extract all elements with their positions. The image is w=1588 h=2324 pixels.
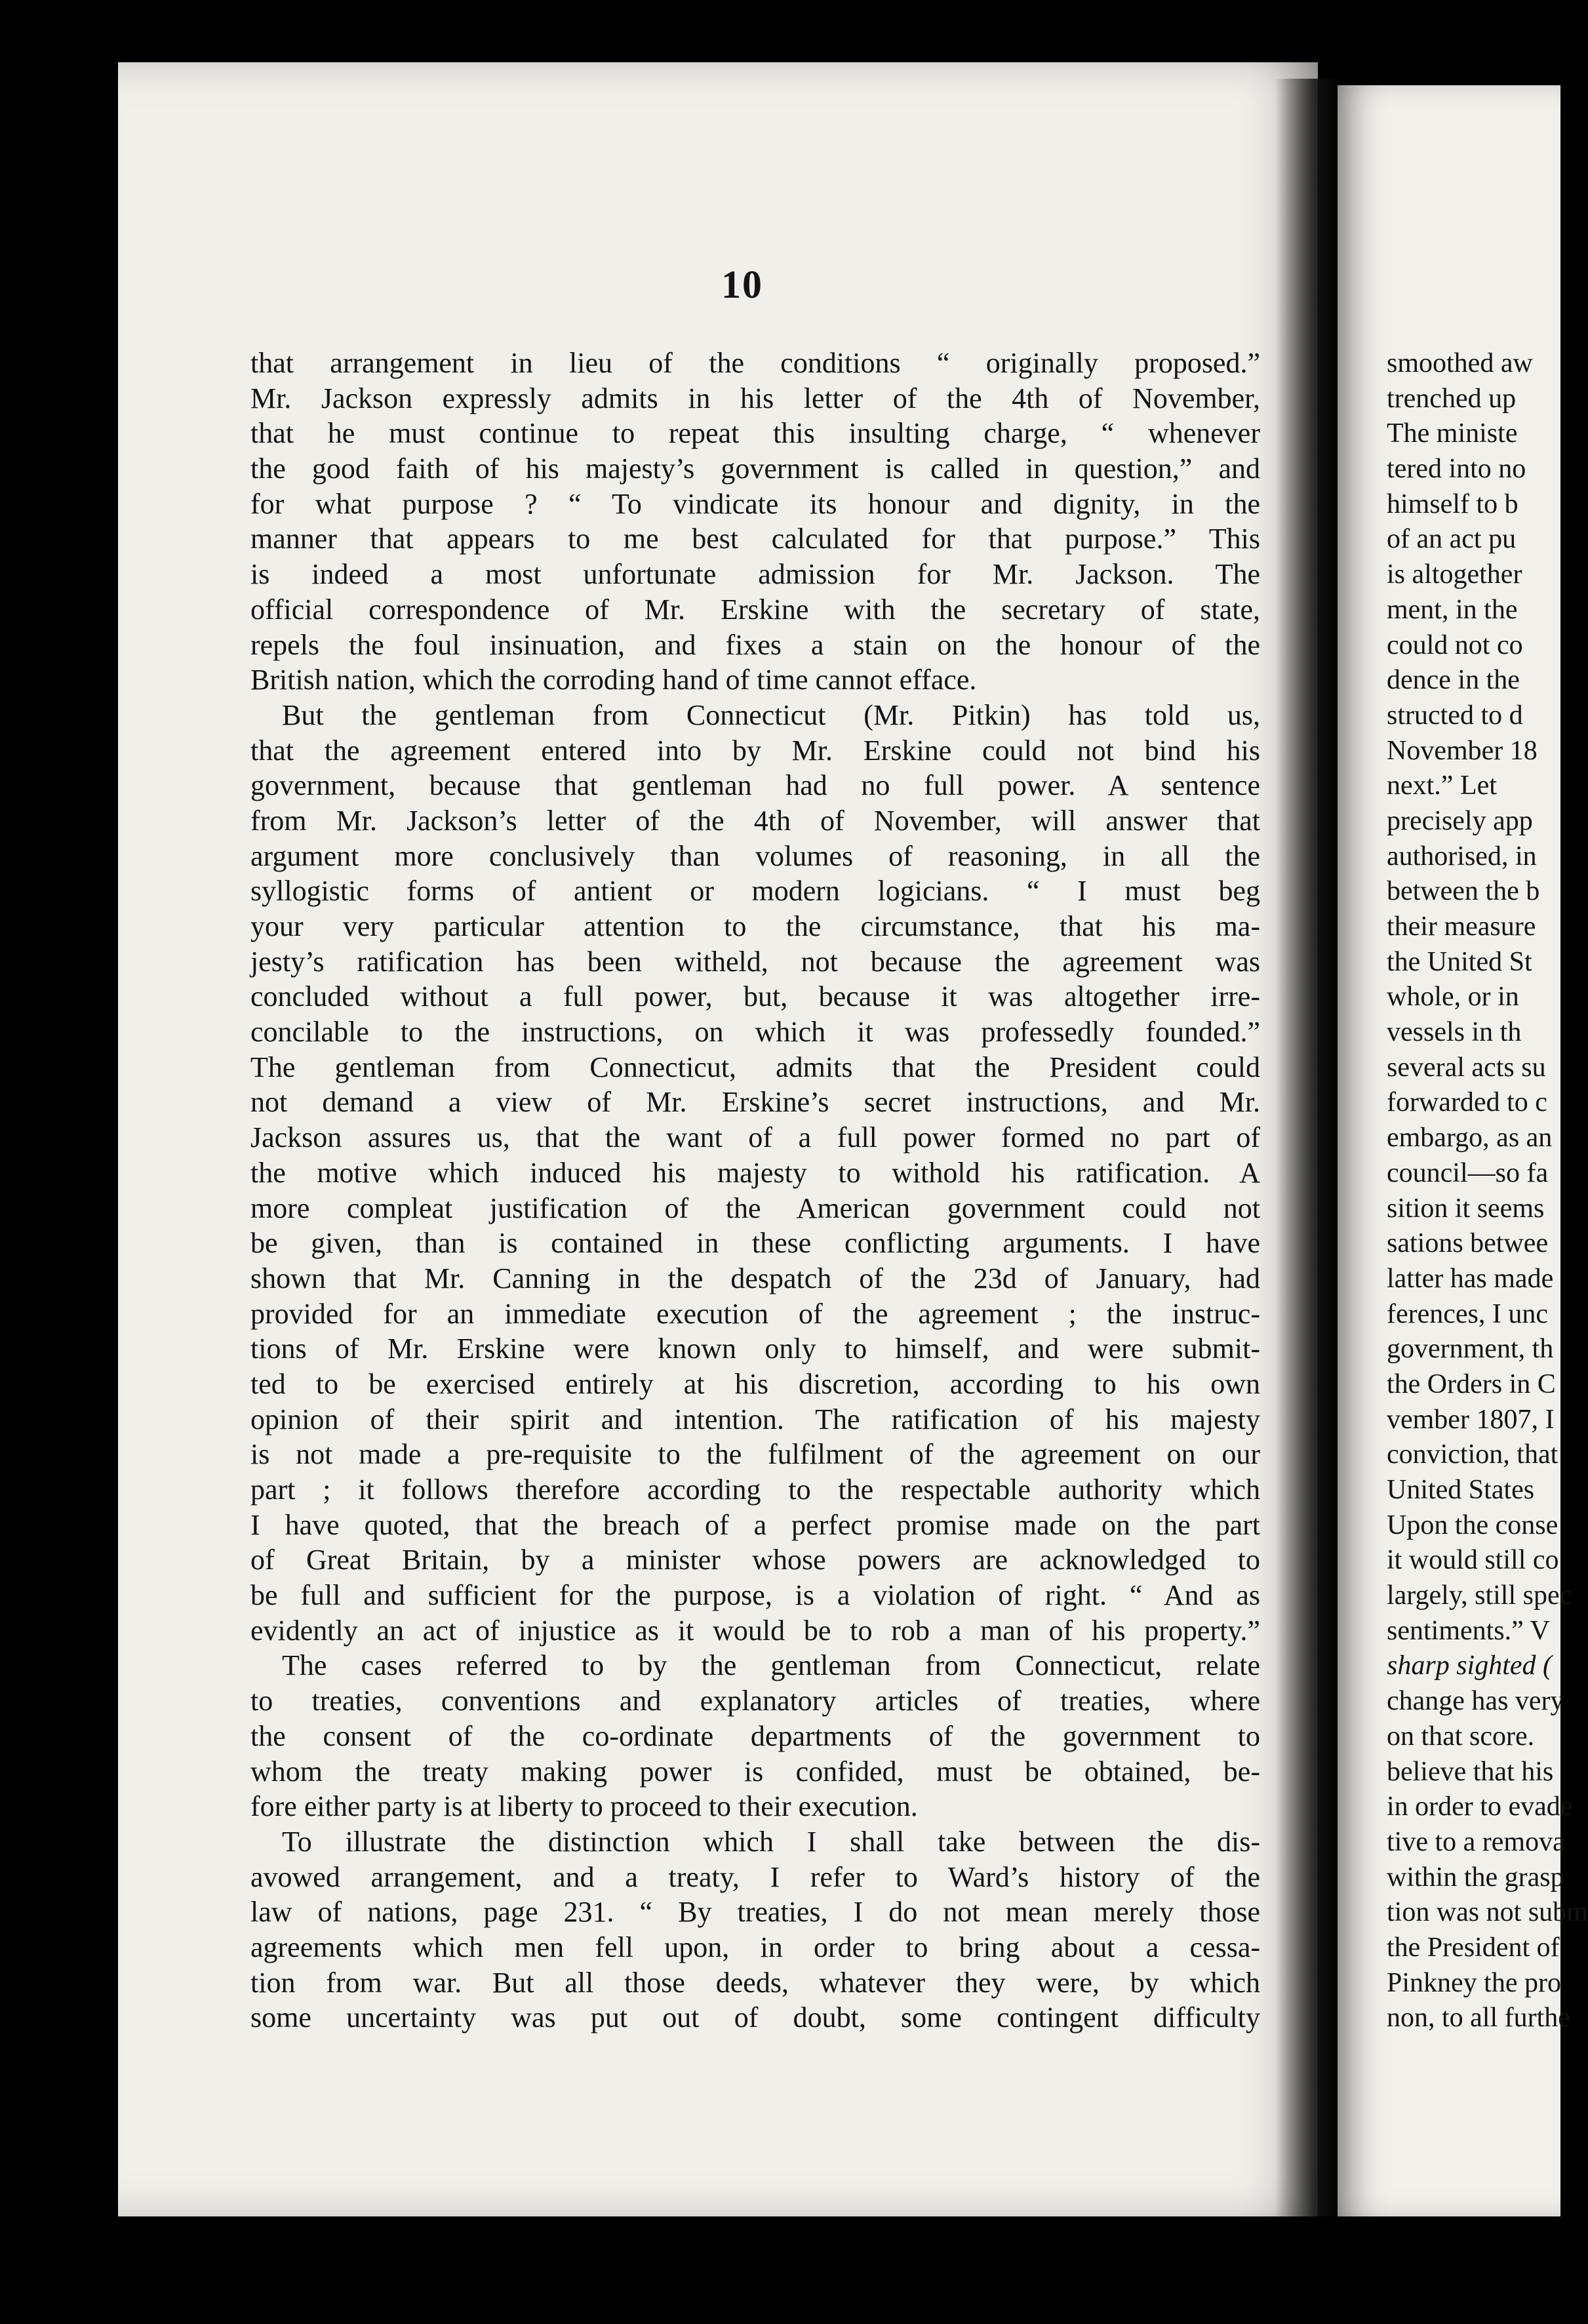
- facing-text-line: tion was not subm: [1387, 1897, 1588, 1928]
- facing-text-line: on that score.: [1387, 1721, 1535, 1752]
- facing-text-line: their measure: [1387, 912, 1536, 942]
- facing-text-line: conviction, that: [1387, 1439, 1558, 1470]
- text-line: government, because that gentleman had no full power. A sentence: [250, 769, 1260, 802]
- text-line: is not made a pre-requisite to the fulfilment of the agreement on our: [250, 1438, 1260, 1471]
- facing-text-line: believe that his: [1387, 1756, 1554, 1787]
- text-line: opinion of their spirit and intention. The ratification of his majesty: [250, 1403, 1260, 1435]
- facing-text-line: ment, in the: [1387, 594, 1518, 625]
- facing-text-line: Pinkney the pro: [1387, 1967, 1561, 1998]
- facing-text-line: within the grasp: [1387, 1862, 1564, 1893]
- text-line: is indeed a most unfortunate admission for Mr. Jackson. The: [250, 558, 1260, 591]
- text-line: The cases referred to by the gentleman from Connecticut, relate: [282, 1649, 1260, 1682]
- text-line: the motive which induced his majesty to withold his ratification. A: [250, 1156, 1260, 1189]
- text-line: provided for an immediate execution of the agreement ; the instruc-: [250, 1297, 1260, 1330]
- facing-text-line: embargo, as an: [1387, 1123, 1553, 1153]
- facing-text-line: sharp sighted (: [1387, 1651, 1552, 1681]
- text-line: ted to be exercised entirely at his discretion, according to his own: [250, 1367, 1260, 1400]
- facing-text-line: tive to a remova: [1387, 1826, 1565, 1857]
- facing-text-line: United States: [1387, 1475, 1535, 1505]
- text-line: avowed arrangement, and a treaty, I refer to Ward’s history of the: [250, 1860, 1260, 1893]
- text-line: your very particular attention to the circumstance, that his ma-: [250, 910, 1260, 942]
- text-line: official correspondence of Mr. Erskine with the secretary of state,: [250, 593, 1260, 626]
- facing-text-line: the President of: [1387, 1932, 1560, 1963]
- text-line: concilable to the instructions, on which it was professedly founded.”: [250, 1016, 1260, 1049]
- text-line: whom the treaty making power is confided, must be obtained, be-: [250, 1755, 1260, 1788]
- text-line: repels the foul insinuation, and fixes a stain on the honour of the: [250, 628, 1260, 661]
- facing-text-line: change has very: [1387, 1686, 1564, 1717]
- text-line: that he must continue to repeat this insulting charge, “ whenever: [250, 417, 1260, 450]
- left-page-body-text: [250, 346, 1260, 2035]
- text-line: be given, than is contained in these conflicting arguments. I have: [250, 1227, 1260, 1260]
- facing-text-line: precisely app: [1387, 805, 1533, 836]
- text-line: that the agreement entered into by Mr. Erskine could not bind his: [250, 734, 1260, 767]
- facing-text-line: sition it seems: [1387, 1193, 1545, 1224]
- text-line: To illustrate the distinction which I shall take between the dis-: [282, 1825, 1260, 1858]
- facing-text-line: November 18: [1387, 735, 1538, 766]
- facing-text-line: several acts su: [1387, 1052, 1546, 1083]
- facing-text-line: himself to b: [1387, 489, 1519, 519]
- text-line: The gentleman from Connecticut, admits that the President could: [250, 1051, 1260, 1083]
- facing-text-line: tered into no: [1387, 454, 1526, 485]
- text-line: argument more conclusively than volumes of reasoning, in all the: [250, 839, 1260, 872]
- facing-text-line: sentiments.” V: [1387, 1615, 1550, 1646]
- facing-text-line: The ministe: [1387, 418, 1518, 449]
- text-line: to treaties, conventions and explanatory articles of treaties, where: [250, 1685, 1260, 1717]
- facing-text-line: structed to d: [1387, 700, 1523, 731]
- facing-text-line: the United St: [1387, 946, 1532, 977]
- text-line: the consent of the co-ordinate departments of the government to: [250, 1719, 1260, 1752]
- facing-text-line: non, to all furthe: [1387, 2003, 1570, 2034]
- text-line: manner that appears to me best calculated for that purpose.” This: [250, 523, 1260, 555]
- text-line: tions of Mr. Erskine were known only to himself, and were submit-: [250, 1332, 1260, 1365]
- text-line: But the gentleman from Connecticut (Mr. Pitkin) has told us,: [282, 698, 1260, 731]
- text-line: British nation, which the corroding hand of time cannot efface.: [250, 664, 977, 696]
- text-line: part ; it follows therefore according to the respectable authority which: [250, 1473, 1260, 1506]
- text-line: not demand a view of Mr. Erskine’s secret instructions, and Mr.: [250, 1086, 1260, 1119]
- facing-text-line: latter has made: [1387, 1263, 1554, 1294]
- facing-text-line: authorised, in: [1387, 841, 1537, 872]
- text-line: tion from war. But all those deeds, whatever they were, by which: [250, 1966, 1260, 1999]
- facing-text-line: between the b: [1387, 876, 1540, 907]
- text-line: evidently an act of injustice as it would be to rob a man of his property.”: [250, 1614, 1260, 1647]
- text-line: concluded without a full power, but, because it was altogether irre-: [250, 980, 1260, 1013]
- facing-text-line: could not co: [1387, 630, 1523, 660]
- facing-text-line: vember 1807, I: [1387, 1404, 1555, 1435]
- facing-text-line: smoothed aw: [1387, 348, 1533, 378]
- facing-text-line: is altogether: [1387, 559, 1522, 590]
- facing-page-text: [1387, 346, 1588, 2036]
- facing-text-line: trenched up: [1387, 383, 1517, 414]
- text-line: be full and sufficient for the purpose, is a violation of right. “ And as: [250, 1579, 1260, 1612]
- text-line: Jackson assures us, that the want of a full power formed no part of: [250, 1121, 1260, 1154]
- facing-text-line: the Orders in C: [1387, 1369, 1556, 1399]
- text-line: law of nations, page 231. “ By treaties, I do not mean merely those: [250, 1896, 1260, 1929]
- facing-text-line: whole, or in: [1387, 982, 1519, 1012]
- facing-text-line: largely, still spec: [1387, 1580, 1572, 1611]
- facing-text-line: vessels in th: [1387, 1017, 1522, 1048]
- facing-text-line: next.” Let: [1387, 771, 1497, 801]
- facing-page: [1338, 85, 1588, 2216]
- facing-text-line: council—so fa: [1387, 1157, 1549, 1188]
- facing-text-line: of an act pu: [1387, 524, 1517, 555]
- text-line: I have quoted, that the breach of a perfect promise made on the part: [250, 1508, 1260, 1541]
- text-line: from Mr. Jackson’s letter of the 4th of November, will answer that: [250, 804, 1260, 837]
- text-line: that arrangement in lieu of the conditions “ originally proposed.”: [250, 347, 1260, 379]
- facing-text-line: in order to evade: [1387, 1792, 1573, 1822]
- text-line: more compleat justification of the American government could not: [250, 1192, 1260, 1224]
- text-line: for what purpose ? “ To vindicate its honour and dignity, in the: [250, 487, 1260, 520]
- facing-text-line: sations betwee: [1387, 1228, 1549, 1259]
- text-line: jesty’s ratification has been witheld, not because the agreement was: [250, 945, 1260, 978]
- page-number: 10: [721, 263, 763, 306]
- facing-text-line: forwarded to c: [1387, 1087, 1547, 1118]
- facing-text-line: Upon the conse: [1387, 1510, 1558, 1540]
- facing-text-line: it would still co: [1387, 1545, 1559, 1576]
- text-line: Mr. Jackson expressly admits in his letter of the 4th of November,: [250, 382, 1260, 414]
- text-line: shown that Mr. Canning in the despatch of the 23d of January, had: [250, 1262, 1260, 1294]
- text-line: some uncertainty was put out of doubt, some contingent difficulty: [250, 2001, 1260, 2034]
- facing-text-line: government, th: [1387, 1334, 1554, 1365]
- facing-text-line: dence in the: [1387, 665, 1520, 696]
- page-gutter-shadow: [1275, 79, 1341, 2216]
- text-line: syllogistic forms of antient or modern logicians. “ I must beg: [250, 875, 1260, 908]
- facing-text-line: ferences, I unc: [1387, 1298, 1549, 1329]
- text-line: fore either party is at liberty to proceed to their execution.: [250, 1790, 918, 1823]
- text-line: the good faith of his majesty’s government is called in question,” and: [250, 452, 1260, 485]
- text-line: of Great Britain, by a minister whose powers are acknowledged to: [250, 1544, 1260, 1576]
- text-line: agreements which men fell upon, in order to bring about a cessa-: [250, 1931, 1260, 1963]
